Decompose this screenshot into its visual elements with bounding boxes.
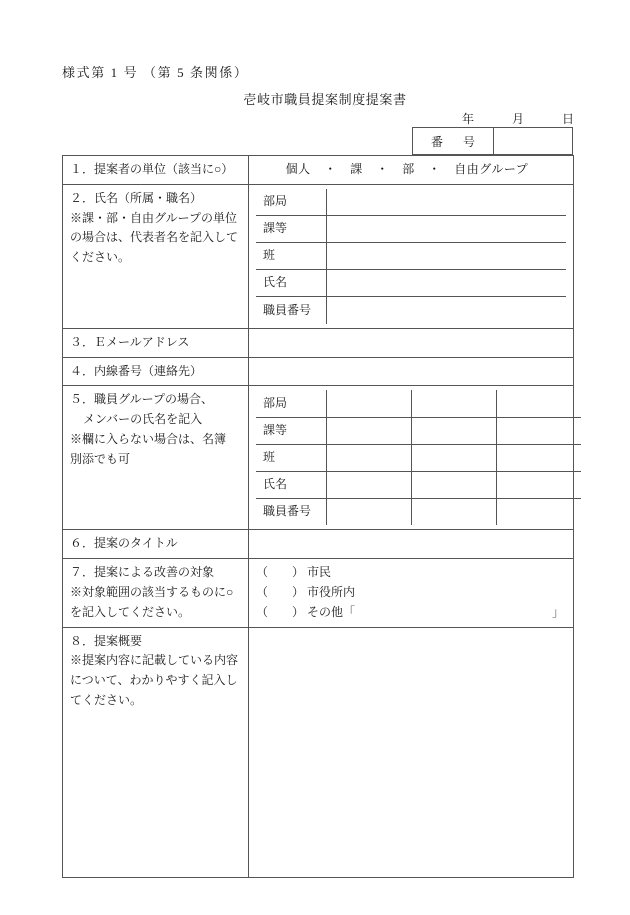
s5-bukyoku-member-3[interactable]	[496, 390, 581, 417]
s5-shimei-member-1[interactable]	[326, 471, 411, 498]
s5-bukyoku-member-2[interactable]	[411, 390, 496, 417]
table-row	[256, 498, 581, 525]
date-line	[462, 110, 574, 127]
s1-options[interactable]	[249, 156, 574, 185]
s7-checkbox-cityhall[interactable]: （ ）	[256, 584, 305, 599]
s2-field-bukyoku-label: 部局	[256, 189, 326, 216]
separator-1: ・	[324, 162, 337, 176]
s5-field-katou-label: 課等	[256, 417, 326, 444]
s2-name-grid	[256, 189, 566, 324]
s2-field-shokuinbangou-value[interactable]	[326, 297, 566, 324]
s5-member-grid	[256, 390, 581, 525]
s8-label-line-4: てください。	[70, 692, 143, 707]
s2-label-line-1: ２．氏名（所属・職名）	[70, 190, 203, 205]
table-row	[256, 189, 566, 216]
table-row	[256, 471, 581, 498]
s7-choice-cityhall-label: 市役所内	[307, 584, 356, 599]
table-row-unit	[63, 156, 574, 185]
table-row	[256, 243, 566, 270]
number-value-field[interactable]	[494, 128, 572, 154]
s7-choice-other[interactable]	[256, 603, 566, 623]
s5-label	[63, 386, 249, 530]
s2-field-shimei-value[interactable]	[326, 270, 566, 297]
s2-label-line-4: ください。	[70, 250, 131, 265]
date-month-label: 月	[511, 112, 524, 126]
option-section[interactable]: 課	[350, 162, 363, 176]
s8-label-line-2: ※提案内容に記載している内容	[70, 653, 239, 668]
table-row-title	[63, 530, 574, 559]
s7-label	[63, 559, 249, 627]
proposal-form-table	[62, 155, 574, 878]
table-row-extension	[63, 357, 574, 386]
s5-label-line-3: ※欄に入らない場合は、名簿	[70, 431, 227, 446]
s5-field-han-label: 班	[256, 444, 326, 471]
s5-shimei-member-2[interactable]	[411, 471, 496, 498]
number-label: 番 号	[413, 128, 494, 154]
s7-label-line-3: を記入してください。	[70, 604, 191, 619]
s5-bukyoku-member-1[interactable]	[326, 390, 411, 417]
table-row	[256, 417, 581, 444]
s1-label: １．提案者の単位（該当に○）	[63, 156, 249, 185]
s5-shimei-member-3[interactable]	[496, 471, 581, 498]
s5-shokuinbangou-member-2[interactable]	[411, 498, 496, 525]
s7-choices	[249, 559, 574, 627]
table-row	[256, 297, 566, 324]
s7-choice-cityhall[interactable]	[256, 583, 566, 603]
s7-choice-citizens-label: 市民	[307, 565, 332, 580]
s2-field-shokuinbangou-label: 職員番号	[256, 297, 326, 324]
s5-katou-member-1[interactable]	[326, 417, 411, 444]
s3-value-field[interactable]	[249, 328, 574, 357]
table-row-summary	[63, 627, 574, 877]
s4-value-field[interactable]	[249, 357, 574, 386]
s2-field-katou-label: 課等	[256, 216, 326, 243]
number-box	[412, 127, 573, 155]
table-row-group-members	[63, 386, 574, 530]
s7-label-line-1: ７．提案による改善の対象	[70, 565, 215, 580]
s2-field-han-value[interactable]	[326, 243, 566, 270]
form-code: 様式第 1 号 （第 5 条関係）	[62, 65, 249, 80]
s2-field-katou-value[interactable]	[326, 216, 566, 243]
s5-han-member-1[interactable]	[326, 444, 411, 471]
s5-label-line-4: 別添でも可	[70, 451, 131, 466]
s2-field-shimei-label: 氏名	[256, 270, 326, 297]
table-row	[256, 444, 581, 471]
s7-checkbox-other[interactable]: （ ）	[256, 604, 305, 619]
s5-label-line-2: メンバーの氏名を記入	[83, 412, 203, 427]
s5-field-shokuinbangou-label: 職員番号	[256, 498, 326, 525]
option-department[interactable]: 部	[402, 162, 415, 176]
s7-choice-other-group[interactable]	[256, 603, 355, 623]
table-row-name	[63, 184, 574, 328]
s7-checkbox-citizens[interactable]: （ ）	[256, 565, 305, 580]
s2-label	[63, 184, 249, 328]
table-row	[256, 216, 566, 243]
s5-shokuinbangou-member-1[interactable]	[326, 498, 411, 525]
s8-label	[63, 627, 249, 877]
s5-field-shimei-label: 氏名	[256, 471, 326, 498]
s5-fields-cell	[249, 386, 574, 530]
s2-label-line-3: の場合は、代表者名を記入して	[70, 230, 239, 245]
option-individual[interactable]: 個人	[285, 162, 311, 176]
s8-label-line-1: ８．提案概要	[70, 633, 143, 648]
separator-3: ・	[428, 162, 441, 176]
date-year-label: 年	[462, 112, 475, 126]
s5-katou-member-3[interactable]	[496, 417, 581, 444]
table-row-target	[63, 559, 574, 627]
s5-han-member-2[interactable]	[411, 444, 496, 471]
table-row-email	[63, 328, 574, 357]
s8-label-line-3: について、わかりやすく記入し	[70, 673, 238, 688]
s7-choice-citizens[interactable]	[256, 563, 566, 583]
s7-other-bracket-close: 」	[551, 604, 564, 619]
s7-choice-other-label: その他「	[307, 604, 356, 619]
s7-label-line-2: ※対象範囲の該当するものに○	[70, 584, 234, 599]
s5-label-line-1: ５．職員グループの場合、	[70, 392, 214, 407]
s2-label-line-2: ※課・部・自由グループの単位	[70, 210, 238, 225]
option-free-group[interactable]: 自由グループ	[454, 162, 529, 176]
page-title: 壱岐市職員提案制度提案書	[243, 92, 407, 107]
s6-label: ６．提案のタイトル	[63, 530, 249, 559]
s5-katou-member-2[interactable]	[411, 417, 496, 444]
s2-field-bukyoku-value[interactable]	[326, 189, 566, 216]
s5-han-member-3[interactable]	[496, 444, 581, 471]
s2-field-han-label: 班	[256, 243, 326, 270]
table-row	[256, 270, 566, 297]
s6-value-field[interactable]	[249, 530, 574, 559]
s5-shokuinbangou-member-3[interactable]	[496, 498, 581, 525]
date-day-label: 日	[561, 112, 574, 126]
s5-field-bukyoku-label: 部局	[256, 390, 326, 417]
s3-label: ３．Ｅメールアドレス	[63, 328, 249, 357]
s4-label: ４．内線番号（連絡先）	[63, 357, 249, 386]
table-row	[256, 390, 581, 417]
s2-fields-cell	[249, 184, 574, 328]
s8-value-field[interactable]	[249, 627, 574, 877]
separator-2: ・	[376, 162, 389, 176]
